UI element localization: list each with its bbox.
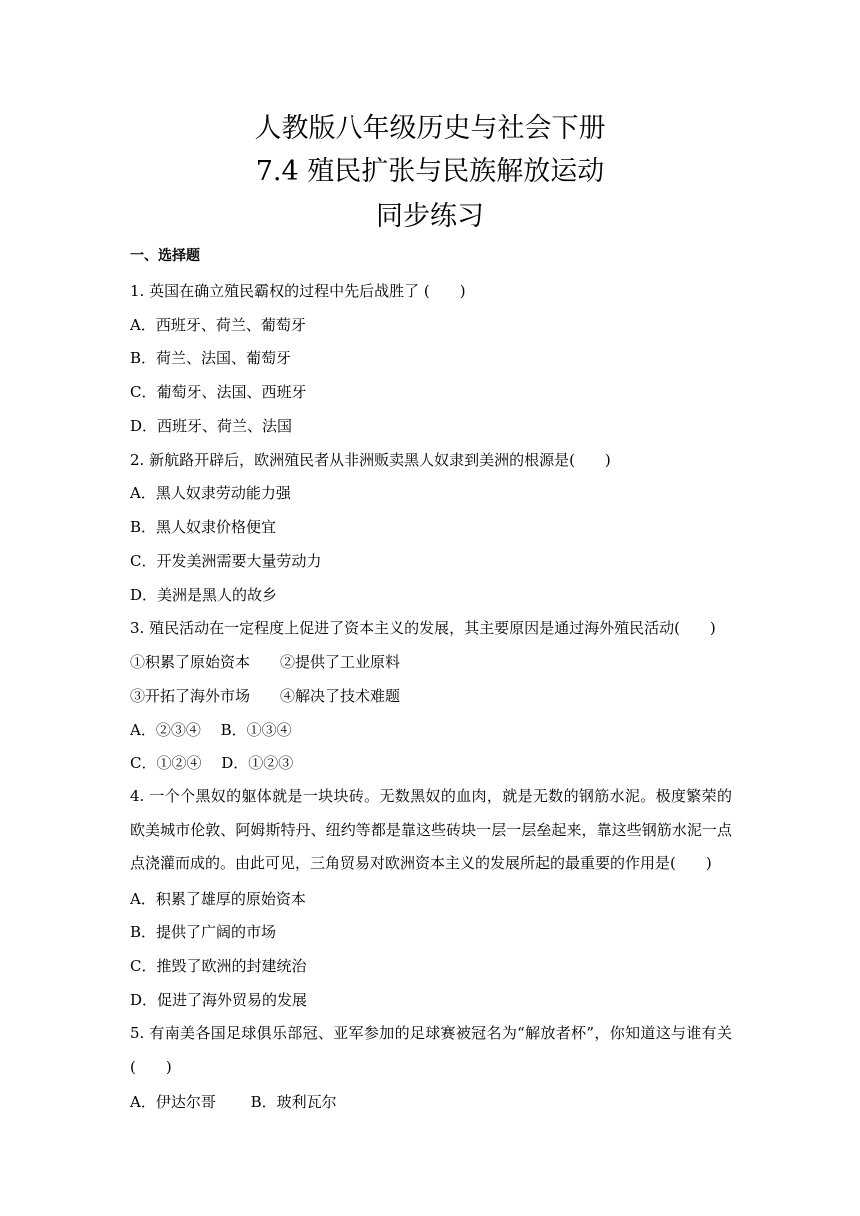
question-2-option-d: D．美洲是黑人的故乡 [130,586,278,604]
question-3-options-cd: C．①②④ D．①②③ [130,754,294,772]
question-2-option-c: C．开发美洲需要大量劳动力 [130,552,322,570]
question-3-stem: 3. 殖民活动在一定程度上促进了资本主义的发展，其主要原因是通过海外殖民活动( ) [130,619,716,637]
question-4-stem: 4. 一个个黑奴的躯体就是一块块砖。无数黑奴的血肉，就是无数的钢筋水泥。极度繁荣的欧美城市伦敦、阿姆斯特丹、纽约等都是靠这些砖块一层一层垒起来，靠这些钢筋水泥一点点浇灌而成的。由此可见，三角贸易对欧洲资本主义的发展所起的最重要的作用是( ) [130,787,732,873]
question-2-option-b: B．黑人奴隶价格便宜 [130,518,277,536]
question-4-option-d: D．促进了海外贸易的发展 [130,991,308,1009]
question-3-options-ab: A．②③④ B．①③④ [130,721,292,739]
question-1-option-b: B．荷兰、法国、葡萄牙 [130,349,292,367]
question-4-option-c: C．推毁了欧洲的封建统治 [130,957,307,975]
question-5-options-ab: A．伊达尔哥 B．玻利瓦尔 [130,1093,337,1111]
document-title: 人教版八年级历史与社会下册 [254,113,606,144]
exercise-subtitle: 同步练习 [376,201,484,232]
question-2-option-a: A．黑人奴隶劳动能力强 [130,484,291,502]
question-4-option-b: B．提供了广阔的市场 [130,923,277,941]
question-5-stem: 5. 有南美各国足球俱乐部冠、亚军参加的足球赛被冠名为“解放者杯”，你知道这与谁有关( ) [130,1024,732,1076]
question-2-stem: 2. 新航路开辟后，欧洲殖民者从非洲贩卖黑人奴隶到美洲的根源是( ) [130,451,611,469]
question-3-items-1: ①积累了原始资本 ②提供了工业原料 [130,653,401,671]
question-4-option-a: A．积累了雄厚的原始资本 [130,890,306,908]
question-1-option-c: C．葡萄牙、法国、西班牙 [130,383,307,401]
question-1-stem: 1. 英国在确立殖民霸权的过程中先后战胜了 ( ) [130,282,466,300]
section-heading: 一、选择题 [130,248,200,264]
lesson-title: 7.4 殖民扩张与民族解放运动 [255,156,605,187]
question-1-option-d: D．西班牙、荷兰、法国 [130,417,293,435]
question-1-option-a: A．西班牙、荷兰、葡萄牙 [130,316,306,334]
question-3-items-2: ③开拓了海外市场 ④解决了技术难题 [130,687,401,705]
